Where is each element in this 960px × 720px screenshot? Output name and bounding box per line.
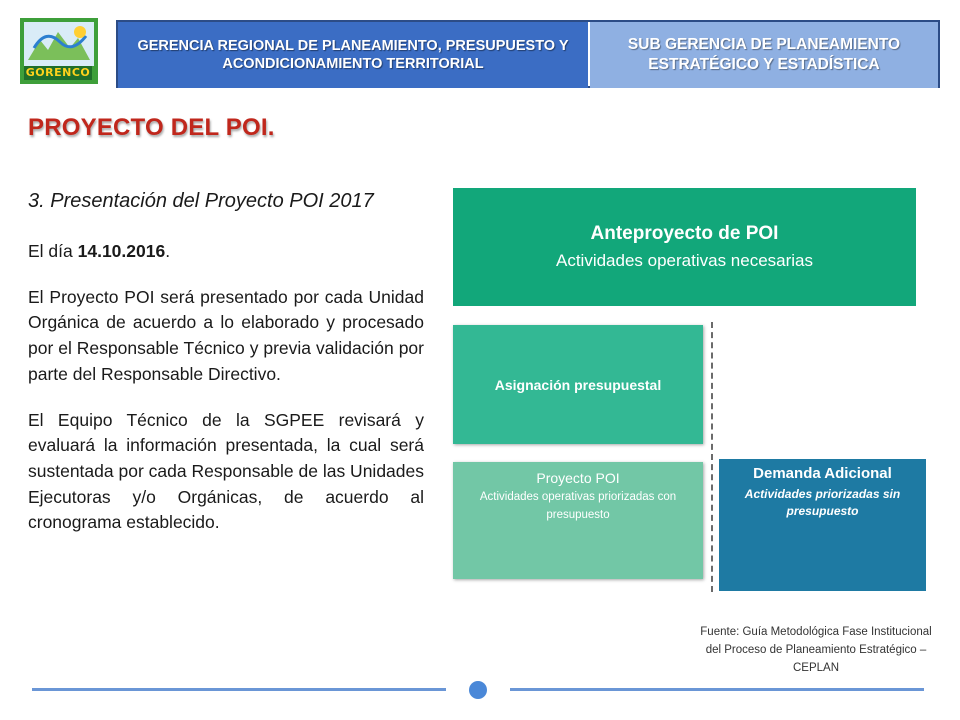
left-text-column: [28, 186, 424, 556]
header-left-panel: [118, 22, 588, 88]
paragraph-1: El Proyecto POI será presentado por cada Unidad Orgánica de acuerdo a lo elaborado y procesado por el Responsable Técnico y previa validación por parte del Responsable Directivo.: [28, 286, 424, 384]
footer-line-right: [510, 688, 924, 691]
header-left-title: GERENCIA REGIONAL DE PLANEAMIENTO, PRESUPUESTO Y ACONDICIONAMIENTO TERRITORIAL: [137, 37, 569, 72]
anteproyecto-box: [453, 188, 916, 306]
proyecto-title: Proyecto POI: [536, 470, 620, 486]
demanda-subtitle: Actividades priorizadas sin presupuesto: [744, 487, 901, 519]
header-right-panel: [590, 22, 938, 88]
anteproyecto-subtitle: Actividades operativas necesarias: [555, 251, 814, 270]
demanda-title: Demanda Adicional: [753, 465, 892, 482]
date-suffix: .: [165, 241, 171, 261]
date-value: 14.10.2016: [77, 241, 166, 261]
proyecto-subtitle: Actividades operativas priorizadas con presupuesto: [479, 491, 677, 522]
dashed-divider: [711, 322, 713, 592]
date-line: [28, 239, 424, 265]
logo-text: GORENCO: [25, 66, 91, 79]
demanda-adicional-box: [719, 459, 926, 591]
date-prefix: El día: [28, 241, 78, 261]
footer-dot: [469, 681, 487, 699]
asignacion-box: [453, 325, 703, 444]
header: [20, 18, 936, 84]
paragraph-2: El Equipo Técnico de la SGPEE revisará y evaluará la información presentada, la cual será sustentada por cada Responsable de las Unidades Ejecutoras y/o Orgánicas, de acuerdo al cronograma establecido.: [28, 409, 424, 533]
gorenco-logo: [20, 18, 98, 84]
section-subtitle: 3. Presentación del Proyecto POI 2017: [28, 190, 374, 212]
footer-line-left: [32, 688, 446, 691]
proyecto-poi-box: [453, 462, 703, 579]
header-right-title: SUB GERENCIA DE PLANEAMIENTO ESTRATÉGICO Y ESTADÍSTICA: [627, 35, 901, 73]
asignacion-label: Asignación presupuestal: [494, 376, 662, 393]
page-title: PROYECTO DEL POI.: [28, 114, 275, 141]
anteproyecto-title: Anteproyecto de POI: [590, 223, 779, 244]
source-note: Fuente: Guía Metodológica Fase Institucional del Proceso de Planeamiento Estratégico – CEPLAN: [700, 626, 932, 674]
